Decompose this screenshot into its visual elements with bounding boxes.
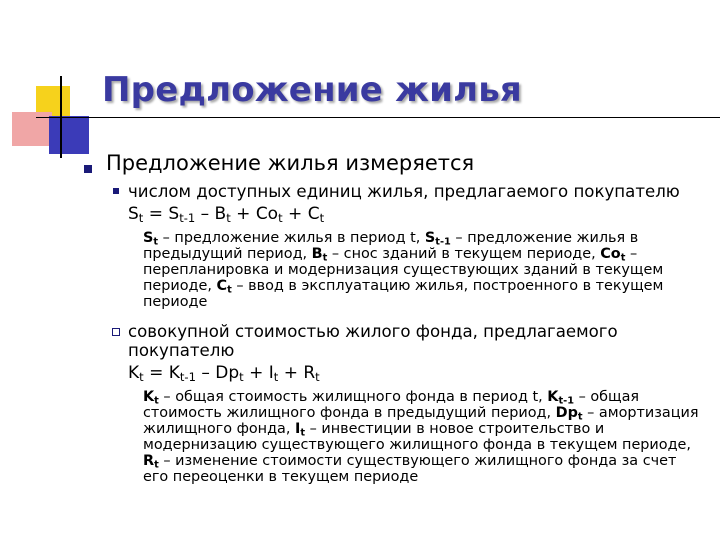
- supply-formula-description: $S_t$ – предложение жилья в период t, $S_{t-1}$ – предложение жилья в предыдущий период, $B_t$ – снос зданий в текущем периоде, $Co_t$ – перепланировка и модернизация существующих зданий в текущем периоде, $C_t$ – ввод в эксплуатацию жилья, построенного в текущем периоде: [143, 230, 664, 310]
- supply-formula: $S_t = S_{t-1} - B_t + Co_t + C_t$: [128, 204, 325, 225]
- sub-bullet-1-text: числом доступных единиц жилья, предлагаемого покупателю: [128, 182, 680, 201]
- hollow-square-bullet-icon: [112, 328, 120, 336]
- slide-title: Предложение жилья: [102, 70, 522, 110]
- sub-bullet-2-line2: покупателю: [128, 341, 235, 360]
- deco-blue-square: [49, 116, 89, 154]
- square-bullet-icon: [84, 165, 92, 173]
- sub-bullet-2-line1: совокупной стоимостью жилого фонда, предлагаемого: [128, 322, 618, 341]
- square-bullet-icon: [113, 188, 119, 194]
- main-bullet-text: Предложение жилья измеряется: [106, 151, 475, 175]
- stock-value-formula: $K_t = K_{t-1} - Dp_t + I_t + R_t$: [128, 363, 320, 384]
- deco-horizontal-line: [36, 117, 720, 118]
- stock-value-formula-description: $K_t$ – общая стоимость жилищного фонда в период t, $K_{t-1}$ – общая стоимость жилищного фонда в предыдущий период, $Dp_t$ – амортизация жилищного фонда, $I_t$ – инвестиции в новое строительство и модернизацию существующего жилищного фонда в текущем периоде, $R_t$ – изменение стоимости существующего жилищного фонда за счет его переоценки в текущем периоде: [143, 389, 699, 485]
